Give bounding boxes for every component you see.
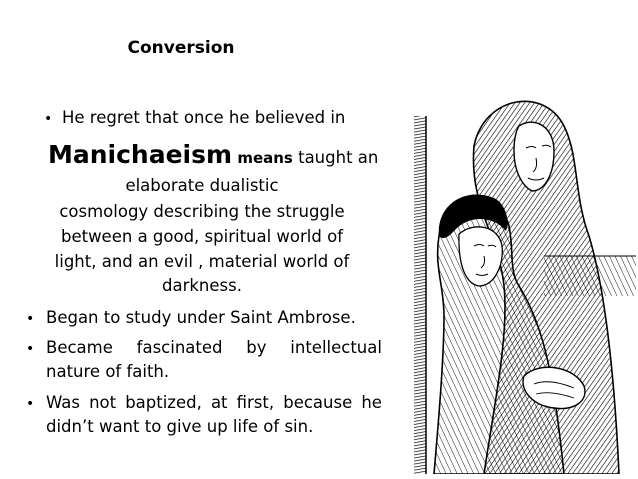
manichaeism-line-4: cosmology describing the struggle — [59, 202, 345, 221]
bullet-fascinated-line-1 — [46, 338, 382, 357]
word: first, — [236, 393, 275, 412]
saints-engraving-illustration-icon — [414, 86, 636, 474]
bullet-marker: • — [26, 396, 35, 412]
bullet-marker: • — [26, 311, 35, 327]
manichaeism-term: Manichaeism — [48, 140, 233, 169]
word: intellectual — [290, 338, 382, 357]
bullet-baptized-line-1 — [46, 393, 382, 412]
word: fascinated — [136, 338, 223, 357]
manichaeism-line-3: elaborate dualistic — [125, 176, 279, 195]
word: Was — [46, 393, 80, 412]
taught-an-text: taught an — [292, 148, 379, 167]
word: not — [89, 393, 117, 412]
word: because — [283, 393, 353, 412]
manichaeism-line-6: light, and an evil , material world of — [54, 252, 350, 271]
slide-title: Conversion — [127, 38, 235, 58]
word: at — [210, 393, 228, 412]
word: baptized, — [125, 393, 202, 412]
bullet-baptized-line-2: didn’t want to give up life of sin. — [46, 417, 314, 436]
word: he — [361, 393, 382, 412]
word: by — [246, 338, 267, 357]
manichaeism-line-2 — [48, 140, 378, 169]
manichaeism-line-5: between a good, spiritual world of — [60, 227, 344, 246]
manichaeism-line-1: He regret that once he believed in — [62, 108, 346, 127]
word: Became — [46, 338, 113, 357]
bullet-fascinated-line-2: nature of faith. — [46, 362, 170, 381]
manichaeism-line-7: darkness. — [162, 276, 242, 295]
bullet-ambrose: Began to study under Saint Ambrose. — [46, 308, 356, 327]
means-word: means — [237, 149, 293, 167]
bullet-marker: • — [26, 341, 35, 357]
bullet-marker: • — [44, 111, 53, 127]
